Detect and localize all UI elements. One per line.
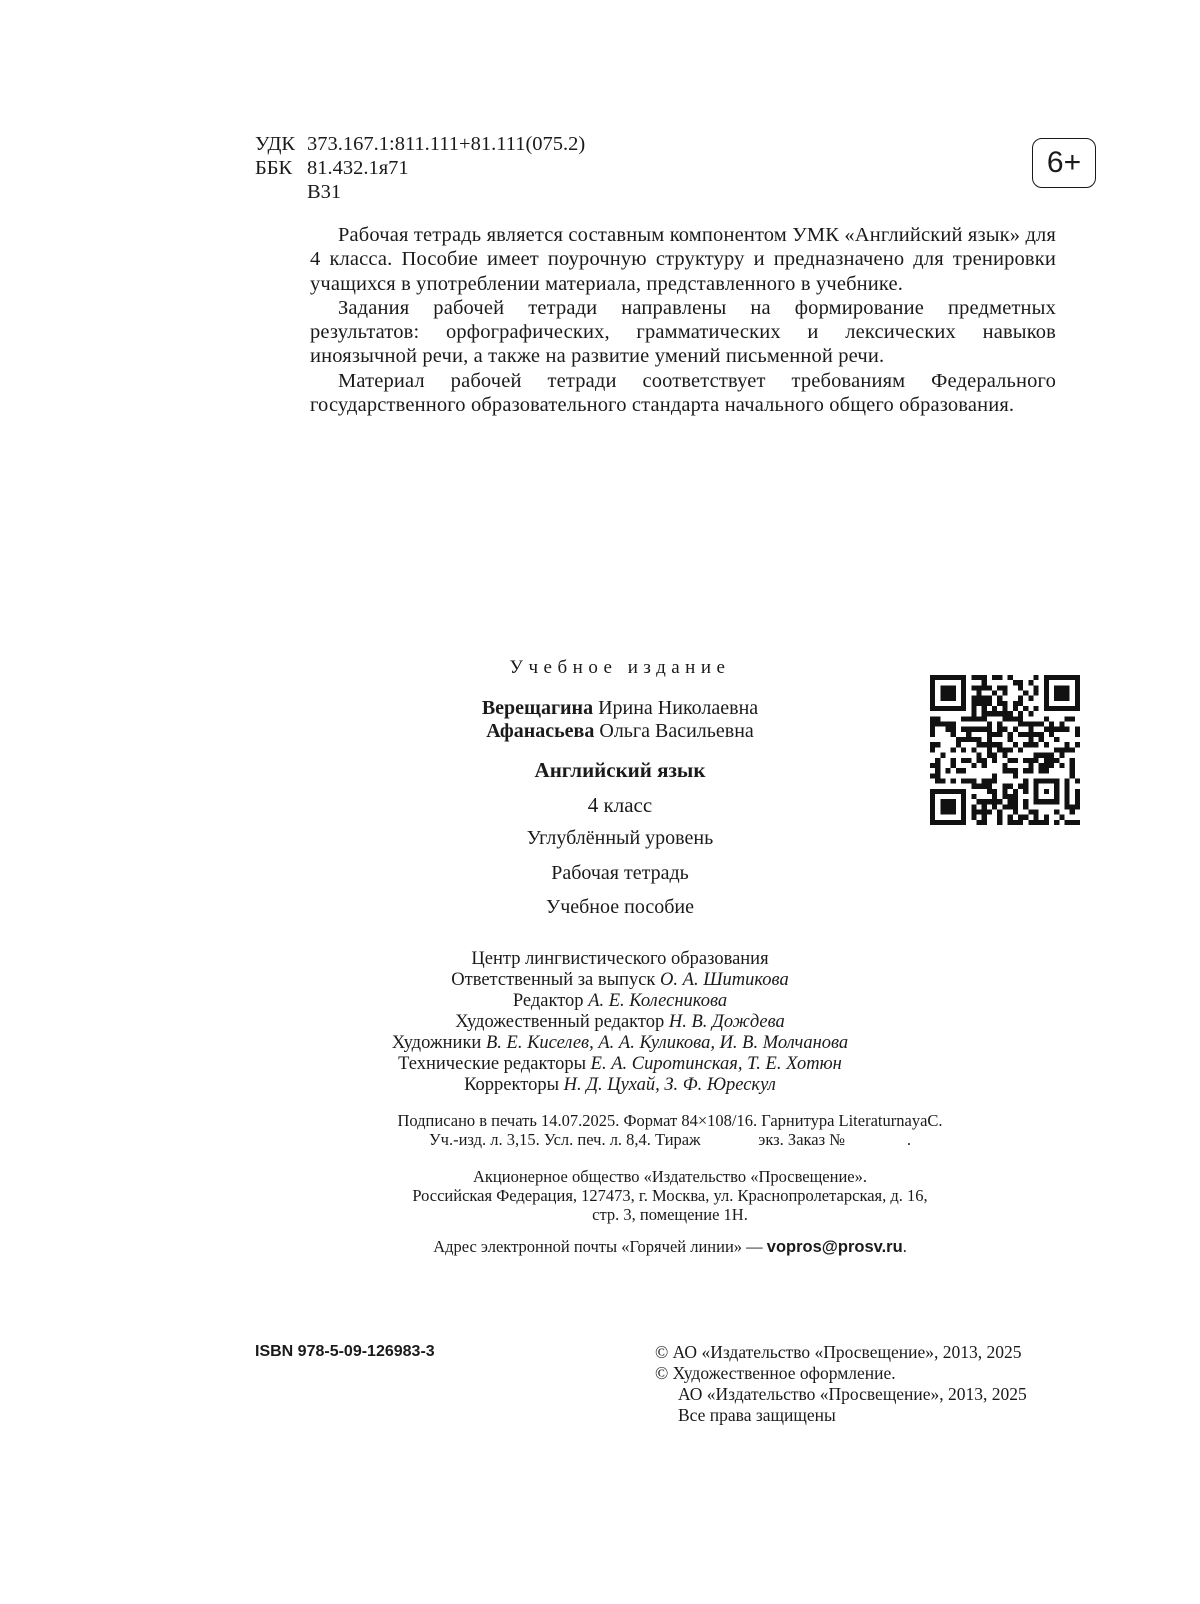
annotation-paragraph-3: Материал рабочей тетради соответствует требованиям Федерального государственного образовательного стандарта начального общего образования.: [310, 369, 1056, 417]
author-2-surname: Афанасьева: [486, 720, 595, 742]
author-1-surname: Верещагина: [481, 697, 594, 719]
credits-proofreaders: [300, 1075, 940, 1096]
book-type: Учебное пособие: [546, 896, 694, 918]
edition-type: Учебное издание: [509, 657, 731, 678]
copyright-line-3: АО «Издательство «Просвещение», 2013, 2025: [678, 1384, 1027, 1404]
bbk-label: ББК: [255, 157, 293, 179]
credits-art-editor: [300, 1012, 940, 1033]
book-level: Углублённый уровень: [526, 827, 714, 849]
authors: [380, 697, 860, 743]
udk-row: [255, 132, 585, 156]
author-2-given: Ольга Васильевна: [599, 720, 754, 742]
credits-tech-editors-label: Технические редакторы: [398, 1054, 587, 1074]
book-grade: 4 класс: [587, 793, 653, 817]
author-mark: В31: [307, 181, 342, 203]
copyright: [655, 1342, 1027, 1426]
credits-responsible-label: Ответственный за выпуск: [451, 970, 656, 990]
isbn: ISBN 978-5-09-126983-3: [255, 1343, 435, 1360]
age-rating-badge: 6+: [1032, 138, 1096, 188]
credits-artists-names: В. Е. Киселев, А. А. Куликова, И. В. Молчанова: [485, 1033, 849, 1053]
qr-code: [930, 675, 1080, 825]
credits-proofreaders-names: Н. Д. Цухай, З. Ф. Юрескул: [563, 1075, 776, 1095]
publisher-line-3: стр. 3, помещение 1Н.: [592, 1205, 748, 1224]
credits-tech-editors: [300, 1054, 940, 1075]
annotation-paragraph-1: Рабочая тетрадь является составным компонентом УМК «Английский язык» для 4 класса. Пособие имеет поурочную структуру и предназначено для тренировки учащихся в употреблении материала, представленного в учебнике.: [310, 224, 1056, 295]
hotline-email: [330, 1237, 1010, 1257]
credits-editor: [300, 991, 940, 1012]
credits: [300, 949, 940, 1096]
publisher-line-2: Российская Федерация, 127473, г. Москва, ул. Краснопролетарская, д. 16,: [412, 1186, 928, 1205]
author-1-given: Ирина Николаевна: [598, 697, 759, 719]
publisher-line-1: Акционерное общество «Издательство «Просвещение».: [472, 1167, 867, 1186]
hotline-email-tail: .: [902, 1237, 907, 1256]
book-title: Английский язык: [534, 758, 706, 782]
publisher-address: [330, 1167, 1010, 1224]
print-info-line-1: Подписано в печать 14.07.2025. Формат 84×108/16. Гарнитура LiteraturnayaC.: [397, 1111, 943, 1130]
udk-label: УДК: [255, 133, 296, 155]
classification-codes: [255, 132, 585, 204]
author-mark-row: [255, 180, 585, 204]
credits-artists: [300, 1033, 940, 1054]
hotline-email-address[interactable]: vopros@prosv.ru: [766, 1238, 903, 1256]
credits-proofreaders-label: Корректоры: [464, 1075, 560, 1095]
credits-art-editor-name: Н. В. Дождева: [668, 1012, 785, 1032]
bbk-row: [255, 156, 585, 180]
author-2: [380, 720, 860, 743]
print-info: [330, 1111, 1010, 1149]
credits-art-editor-label: Художественный редактор: [455, 1012, 665, 1032]
udk-value: 373.167.1:811.111+81.111(075.2): [307, 133, 586, 155]
credits-center: Центр лингвистического образования: [471, 949, 769, 969]
credits-tech-editors-names: Е. А. Сиротинская, Т. Е. Хотюн: [590, 1054, 842, 1074]
copyright-line-2: © Художественное оформление.: [655, 1363, 896, 1383]
credits-editor-label: Редактор: [512, 991, 584, 1011]
book-kind: Рабочая тетрадь: [551, 862, 689, 884]
credits-editor-name: А. Е. Колесникова: [588, 991, 728, 1011]
annotation: [310, 223, 1056, 417]
hotline-email-label: Адрес электронной почты «Горячей линии» —: [433, 1237, 763, 1256]
bbk-value: 81.432.1я71: [307, 157, 409, 179]
copyright-line-1: © АО «Издательство «Просвещение», 2013, 2025: [655, 1342, 1022, 1362]
credits-responsible-name: О. А. Шитикова: [660, 970, 789, 990]
credits-responsible: [300, 970, 940, 991]
credits-artists-label: Художники: [391, 1033, 482, 1053]
copyright-line-4: Все права защищены: [678, 1405, 836, 1425]
print-info-line-2: Уч.-изд. л. 3,15. Усл. печ. л. 8,4. Тираж экз. Заказ № .: [429, 1130, 911, 1149]
author-1: [380, 697, 860, 720]
annotation-paragraph-2: Задания рабочей тетради направлены на формирование предметных результатов: орфографических, грамматических и лексических навыков иноязычной речи, а также на развитие умений письменной речи.: [310, 296, 1056, 368]
